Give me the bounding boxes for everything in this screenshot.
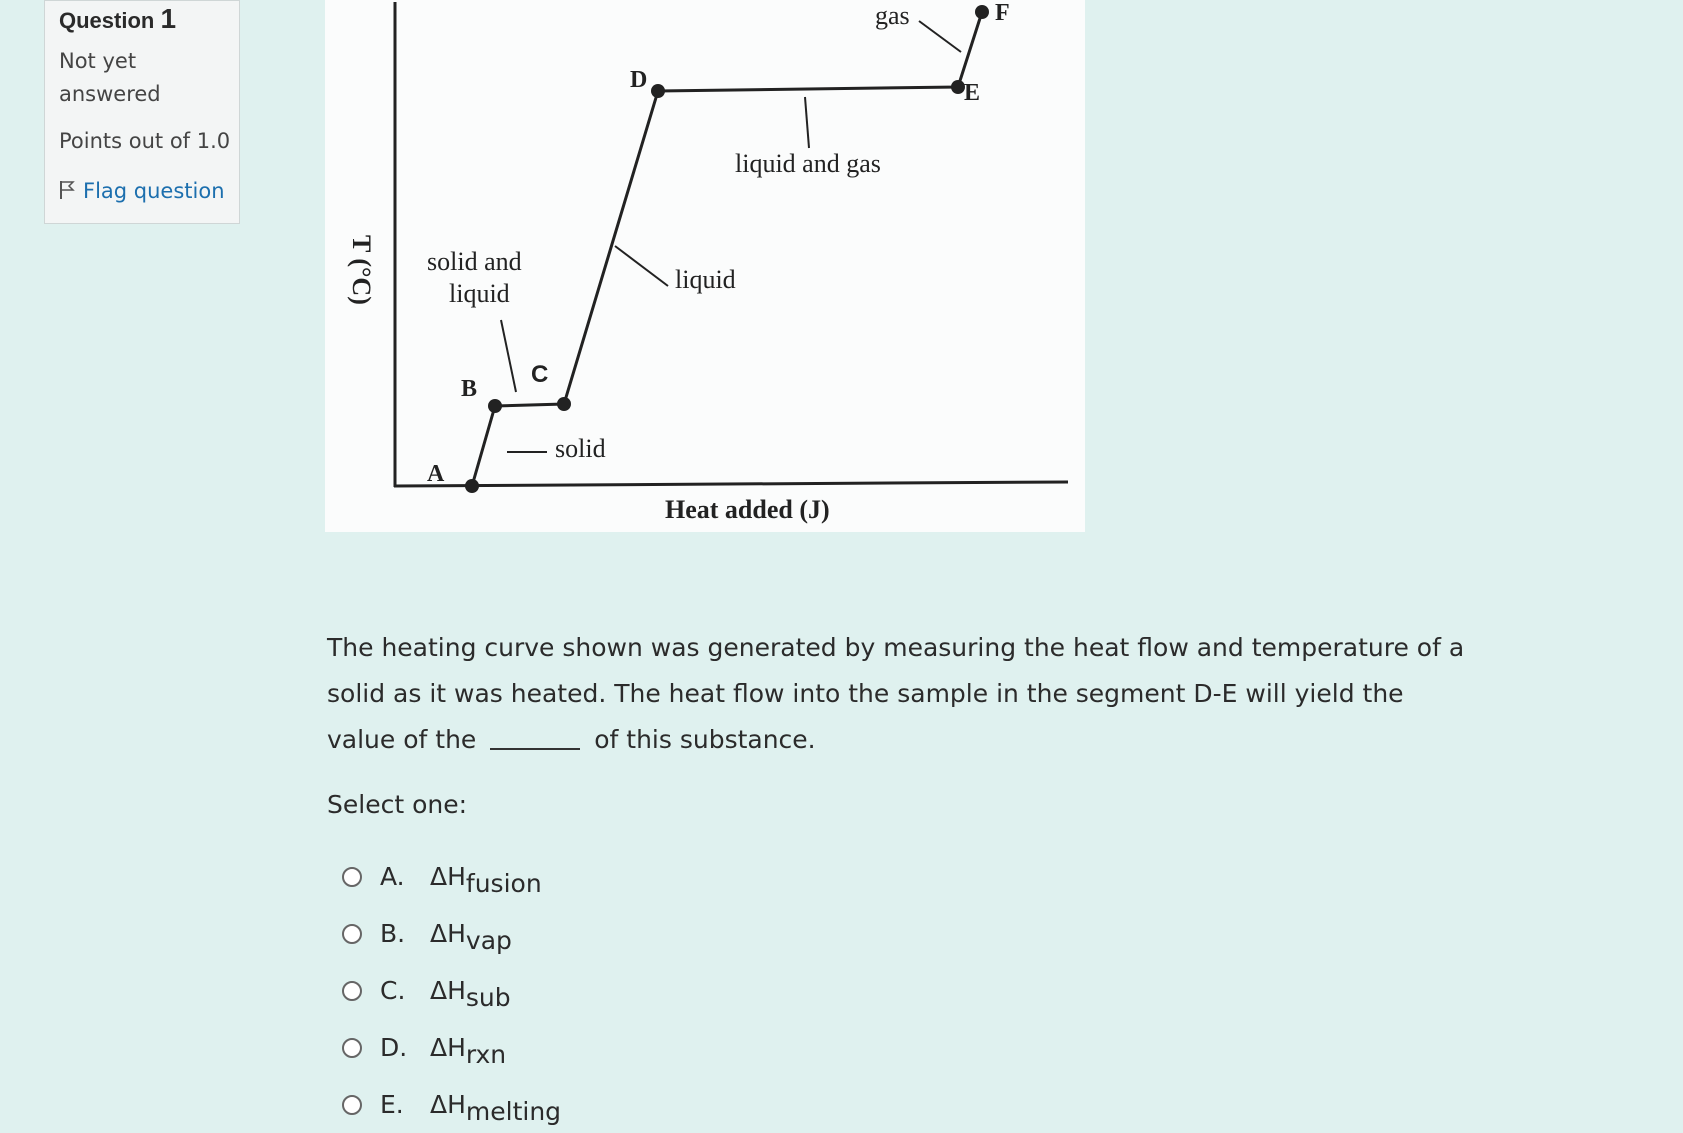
option-a-base: ΔH [430,862,466,891]
question-state: Not yet answered [59,49,161,106]
question-text-part1: The heating curve shown was generated by measuring the heat flow and temperature of a solid as it was heated. The heat flow into the sample in the segment D-E will yield the value of the [327,633,1465,754]
option-c-sub: sub [465,983,511,1012]
x-axis-label: Heat added (J) [665,495,830,524]
option-b[interactable] [342,905,561,962]
region-gas-label: gas [875,1,910,30]
question-text-part2: of this substance. [594,725,816,754]
answer-blank [490,722,580,750]
option-b-base: ΔH [430,919,466,948]
option-a-radio[interactable] [342,867,362,887]
point-d-marker [651,84,665,98]
flag-question-link[interactable] [59,179,225,203]
option-a-sub: fusion [465,869,542,898]
option-a-letter: A. [380,862,405,891]
x-axis [394,482,1068,486]
point-b-label: B [461,376,478,402]
option-d[interactable] [342,1019,561,1076]
select-one-prompt: Select one: [327,790,468,819]
point-c-label: C [531,361,549,388]
option-e-sub: melting [465,1097,562,1126]
option-c-letter: C. [380,976,406,1005]
heating-curve-line [472,12,982,486]
option-a[interactable] [342,848,561,905]
point-b-marker [488,399,502,413]
flag-question-label: Flag question [83,179,225,203]
option-d-letter: D. [380,1033,408,1062]
question-title [59,3,176,35]
flag-icon [59,180,75,200]
question-text [327,625,1477,763]
liquid-pointer-line [615,246,668,286]
point-a-marker [465,479,479,493]
point-f-label: F [995,0,1010,26]
point-e-label: E [964,80,981,106]
gas-pointer-line [919,21,961,52]
region-solid-liquid-label-1: solid and [427,247,522,276]
option-e-base: ΔH [430,1090,466,1119]
option-c-base: ΔH [430,976,466,1005]
y-axis-label: T (°C) [347,235,376,305]
option-d-sub: rxn [465,1040,507,1069]
option-e-radio[interactable] [342,1095,362,1115]
region-liquid-label: liquid [675,265,736,294]
option-d-radio[interactable] [342,1038,362,1058]
region-solid-liquid-label-2: liquid [449,279,510,308]
point-a-label: A [427,461,445,487]
region-solid-label: solid [555,434,606,463]
option-c[interactable] [342,962,561,1019]
liquid-gas-pointer-line [805,97,809,148]
option-c-radio[interactable] [342,981,362,1001]
heating-curve-figure [325,0,1085,532]
question-grade: Points out of 1.0 [59,129,231,153]
point-c-marker [557,397,571,411]
option-e[interactable] [342,1076,561,1133]
option-b-sub: vap [465,926,512,955]
question-number: 1 [160,3,177,34]
question-info-panel [44,0,240,224]
option-b-radio[interactable] [342,924,362,944]
point-d-label: D [630,67,648,93]
solid-liquid-pointer-line [501,320,516,392]
option-d-base: ΔH [430,1033,466,1062]
question-label: Question [59,8,155,33]
answer-options [342,848,561,1133]
point-f-marker [975,5,989,19]
point-e-marker [951,80,965,94]
option-b-letter: B. [380,919,406,948]
region-liquid-gas-label: liquid and gas [735,149,881,178]
option-e-letter: E. [380,1090,404,1119]
